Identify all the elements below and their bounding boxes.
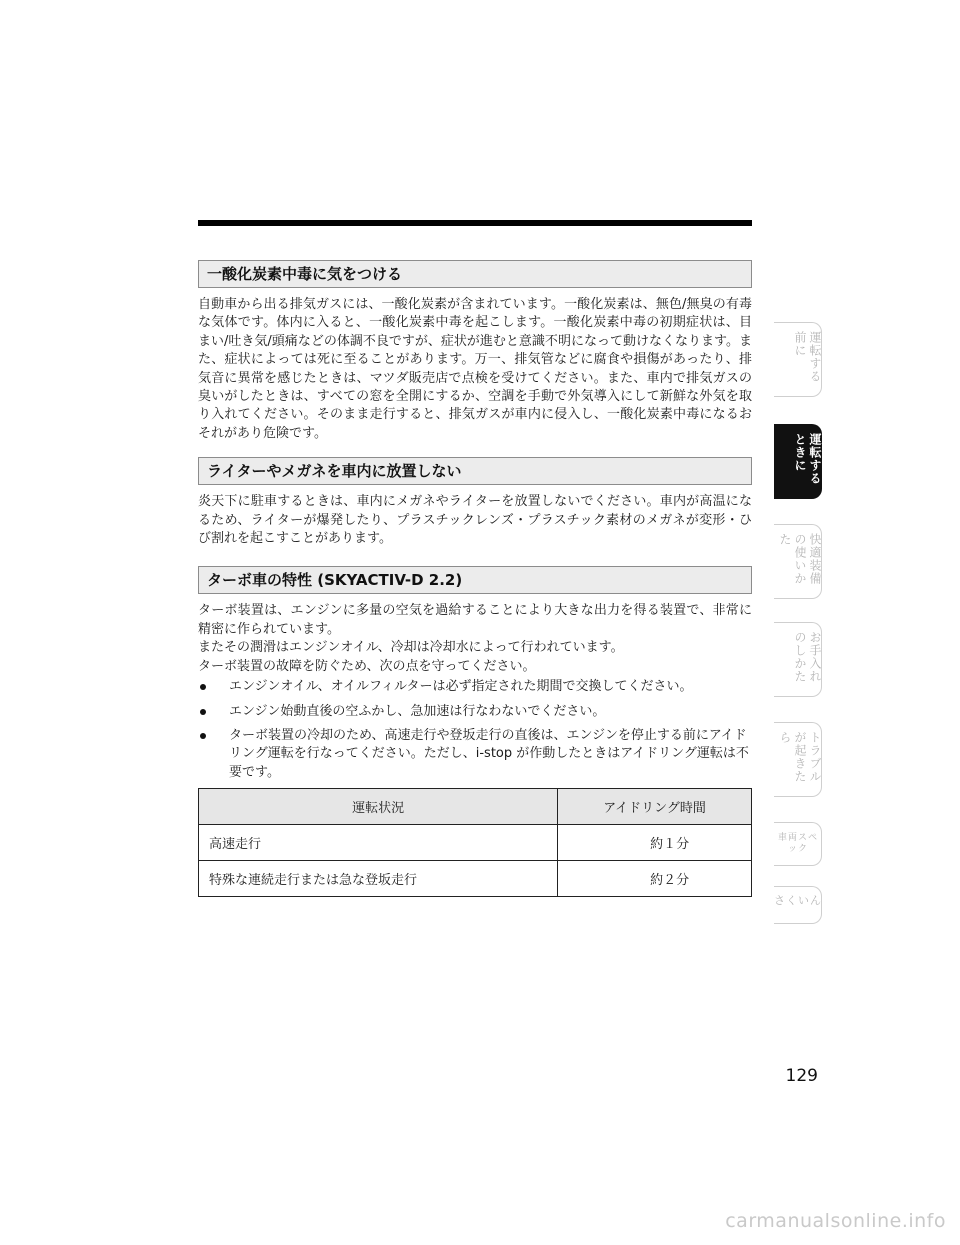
watermark: carmanualsonline.info: [725, 1210, 946, 1232]
table-cell-condition: 高速走行: [199, 825, 558, 861]
lighter-glasses-paragraph: 炎天下に駐車するときは、車内にメガネやライターを放置しないでください。車内が高温になるため、ライターが爆発したり、プラスチックレンズ・プラスチック素材のメガネが変形・ひび割れを起こすことがあります。: [198, 494, 752, 547]
section-heading-lighter-glasses: ライターやメガネを車内に放置しない: [198, 457, 752, 485]
side-tab-troubleshooting[interactable]: [774, 722, 822, 797]
list-item: [198, 703, 752, 721]
top-rule: [198, 220, 752, 226]
list-item: [198, 727, 752, 782]
bullet-dot-icon: [200, 709, 206, 715]
turbo-precaution-list: [198, 678, 752, 782]
bullet-dot-icon: [200, 733, 206, 739]
side-tab-comfort-features[interactable]: [774, 524, 822, 599]
turbo-paragraph-line-2: またその潤滑はエンジンオイル、冷却は冷却水によって行われています。: [198, 640, 624, 656]
side-tab-while-driving[interactable]: [774, 424, 822, 499]
table-cell-idle-time: 約１分: [558, 825, 752, 861]
side-tab-before-driving[interactable]: [774, 322, 822, 397]
turbo-paragraph-line-3: ターボ装置の故障を防ぐため、次の点を守ってください。: [198, 658, 536, 674]
table-cell-idle-time: 約２分: [558, 861, 752, 897]
side-tab-label: トラブルが起きたら: [778, 731, 822, 783]
list-item-text: エンジンオイル、オイルフィルターは必ず指定された期間で交換してください。: [229, 679, 693, 695]
column-header-idle-time: アイドリング時間: [558, 789, 752, 825]
side-tab-label: 車両スペック: [777, 833, 818, 854]
table-row: [199, 825, 752, 861]
side-tab-label: 快適装備の使いかた: [778, 533, 822, 585]
table-header-row: [199, 789, 752, 825]
idling-time-table: [198, 788, 752, 897]
section-heading-carbon-monoxide: 一酸化炭素中毒に気をつける: [198, 260, 752, 288]
list-item-text: エンジン始動直後の空ふかし、急加速は行なわないでください。: [229, 703, 606, 719]
bullet-dot-icon: [200, 684, 206, 690]
side-tab-maintenance[interactable]: [774, 622, 822, 697]
content-column: [198, 260, 752, 897]
list-item-text: ターボ装置の冷却のため、高速走行や登坂走行の直後は、エンジンを停止する前にアイドリング運転を行なってください。ただし、i-stop が作動したときはアイドリング運転は不要です。: [229, 727, 749, 780]
side-tab-vehicle-specs[interactable]: [774, 822, 822, 866]
page-number: 129: [785, 1066, 818, 1086]
column-header-condition: 運転状況: [199, 789, 558, 825]
side-tab-index[interactable]: [774, 886, 822, 924]
turbo-paragraph-line-1: ターボ装置は、エンジンに多量の空気を過給することにより大きな出力を得る装置で、非常に精密に作られています。: [198, 603, 752, 637]
side-tab-label: 運転するときに: [793, 433, 822, 485]
table-cell-condition: 特殊な連続走行または急な登坂走行: [199, 861, 558, 897]
list-item: [198, 678, 752, 696]
carbon-monoxide-paragraph: 自動車から出る排気ガスには、一酸化炭素が含まれています。一酸化炭素は、無色/無臭の有毒な気体です。体内に入ると、一酸化炭素中毒を起こします。一酸化炭素中毒の初期症状は、目まい/吐き気/頭痛などの体調不良ですが、症状が進むと意識不明になって動けなくなります。また、症状によっては死に至ることがあります。万一、排気管などに腐食や損傷があったり、排気音に異常を感じたときは、マツダ販売店で点検を受けてください。また、車内で排気ガスの臭いがしたときは、すべての窓を全開にするか、空調を手動で外気導入にして新鮮な外気を取り入れてください。そのまま走行すると、排気ガスが車内に侵入し、一酸化炭素中毒になるおそれがあり危険です。: [198, 297, 752, 441]
side-tab-label: お手入れのしかた: [793, 631, 822, 683]
side-tab-label: さくいん: [774, 894, 822, 907]
section-heading-turbo: ターボ車の特性 (SKYACTIV-D 2.2): [198, 566, 752, 594]
table-row: [199, 861, 752, 897]
side-tab-label: 運転する前に: [793, 331, 822, 383]
